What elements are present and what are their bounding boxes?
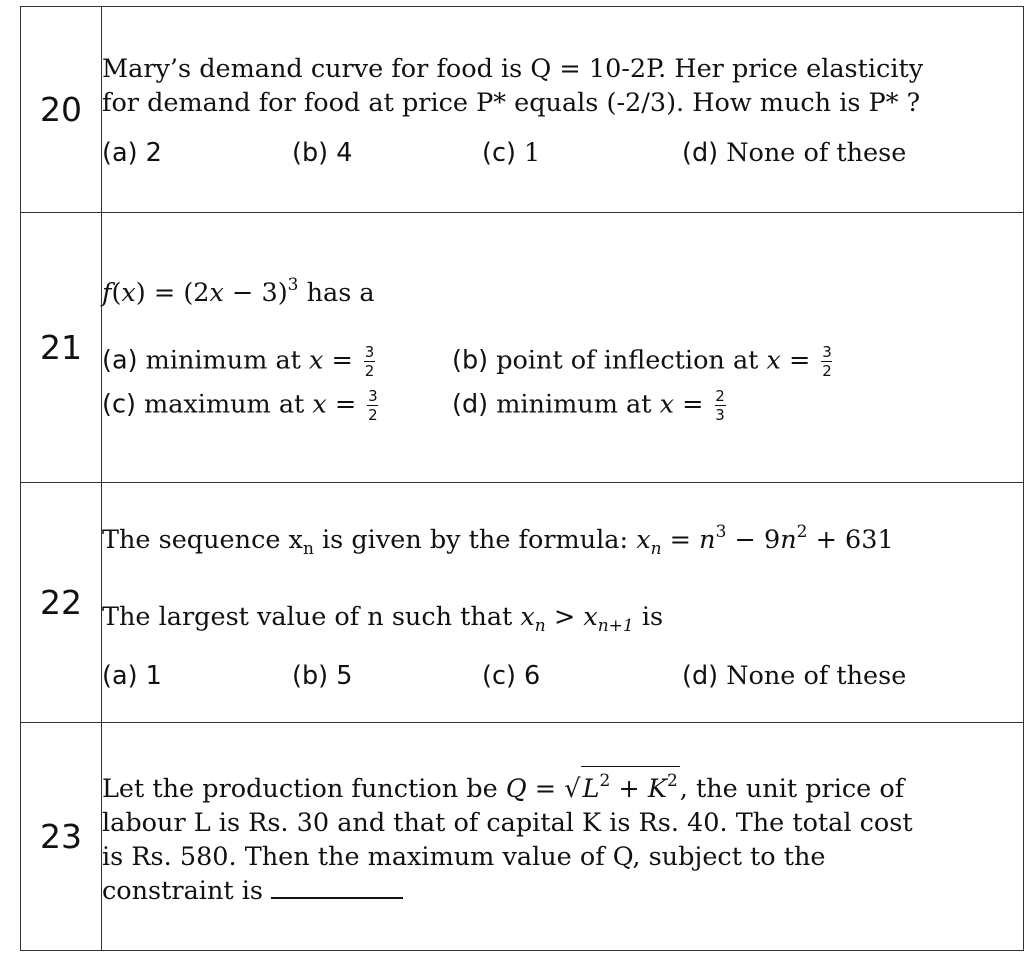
option-c: (c) 6 — [482, 660, 541, 691]
question-body — [102, 483, 1024, 723]
question-table — [20, 6, 1024, 951]
option-d: (d) None of these — [682, 660, 907, 691]
question-row-23 — [21, 723, 1024, 951]
option-c: (c) maximum at x = $\frac{3}{2}$ — [102, 387, 378, 424]
question-number: 23 — [21, 723, 102, 951]
question-stem-line: Let the production function be $Q = √L^2 + K^2$, the unit price of — [102, 766, 1023, 806]
question-stem-line: labour L is Rs. 30 and that of capital K is Rs. 40. The total cost — [102, 807, 913, 838]
option-a: (a) 1 — [102, 660, 162, 691]
fraction: $\frac{3}{2}$ — [368, 387, 378, 424]
question-row-21 — [21, 213, 1024, 483]
question-body — [102, 213, 1024, 483]
question-number: 21 — [21, 213, 102, 483]
option-d: (d) None of these — [682, 137, 907, 168]
option-a: (a) minimum at x = $\frac{3}{2}$ — [102, 343, 375, 380]
option-a: (a) 2 — [102, 137, 162, 168]
question-number: 20 — [21, 7, 102, 213]
question-stem-line: Mary’s demand curve for food is Q = 10-2P. Her price elasticity — [102, 53, 924, 84]
question-stem-line: is Rs. 580. Then the maximum value of Q, subject to the — [102, 841, 826, 872]
option-b: (b) 5 — [292, 660, 353, 691]
option-b: (b) 4 — [292, 137, 353, 168]
fraction: $\frac{2}{3}$ — [715, 387, 725, 424]
question-number: 22 — [21, 483, 102, 723]
options-row — [102, 138, 1023, 168]
fraction: $\frac{3}{2}$ — [822, 343, 832, 380]
options-row — [102, 340, 1023, 384]
square-root: $L^2 + K^2$ — [581, 766, 680, 803]
question-stem-line: constraint is — [102, 874, 1023, 908]
options-row — [102, 661, 1023, 691]
question-stem-line: The largest value of n such that $x_n > x_{n+1}$ is — [102, 601, 664, 636]
question-body — [102, 723, 1024, 951]
options-row — [102, 384, 1023, 428]
question-row-22 — [21, 483, 1024, 723]
question-row-20 — [21, 7, 1024, 213]
question-stem-line: for demand for food at price P* equals (-2/3). How much is P* ? — [102, 87, 921, 118]
question-stem-line: $f(x) = (2x - 3)^3$ has a — [102, 274, 375, 308]
question-body — [102, 7, 1024, 213]
option-c: (c) 1 — [482, 137, 541, 168]
fraction: $\frac{3}{2}$ — [364, 343, 375, 380]
question-stem-line: The sequence $x_n$ is given by the formula: $x_n = n^3 - 9n^2 + 631$ — [102, 521, 894, 559]
option-b: (b) point of inflection at x = $\frac{3}{2}$ — [452, 343, 832, 380]
answer-blank[interactable] — [271, 877, 403, 899]
option-d: (d) minimum at x = $\frac{2}{3}$ — [452, 387, 725, 424]
